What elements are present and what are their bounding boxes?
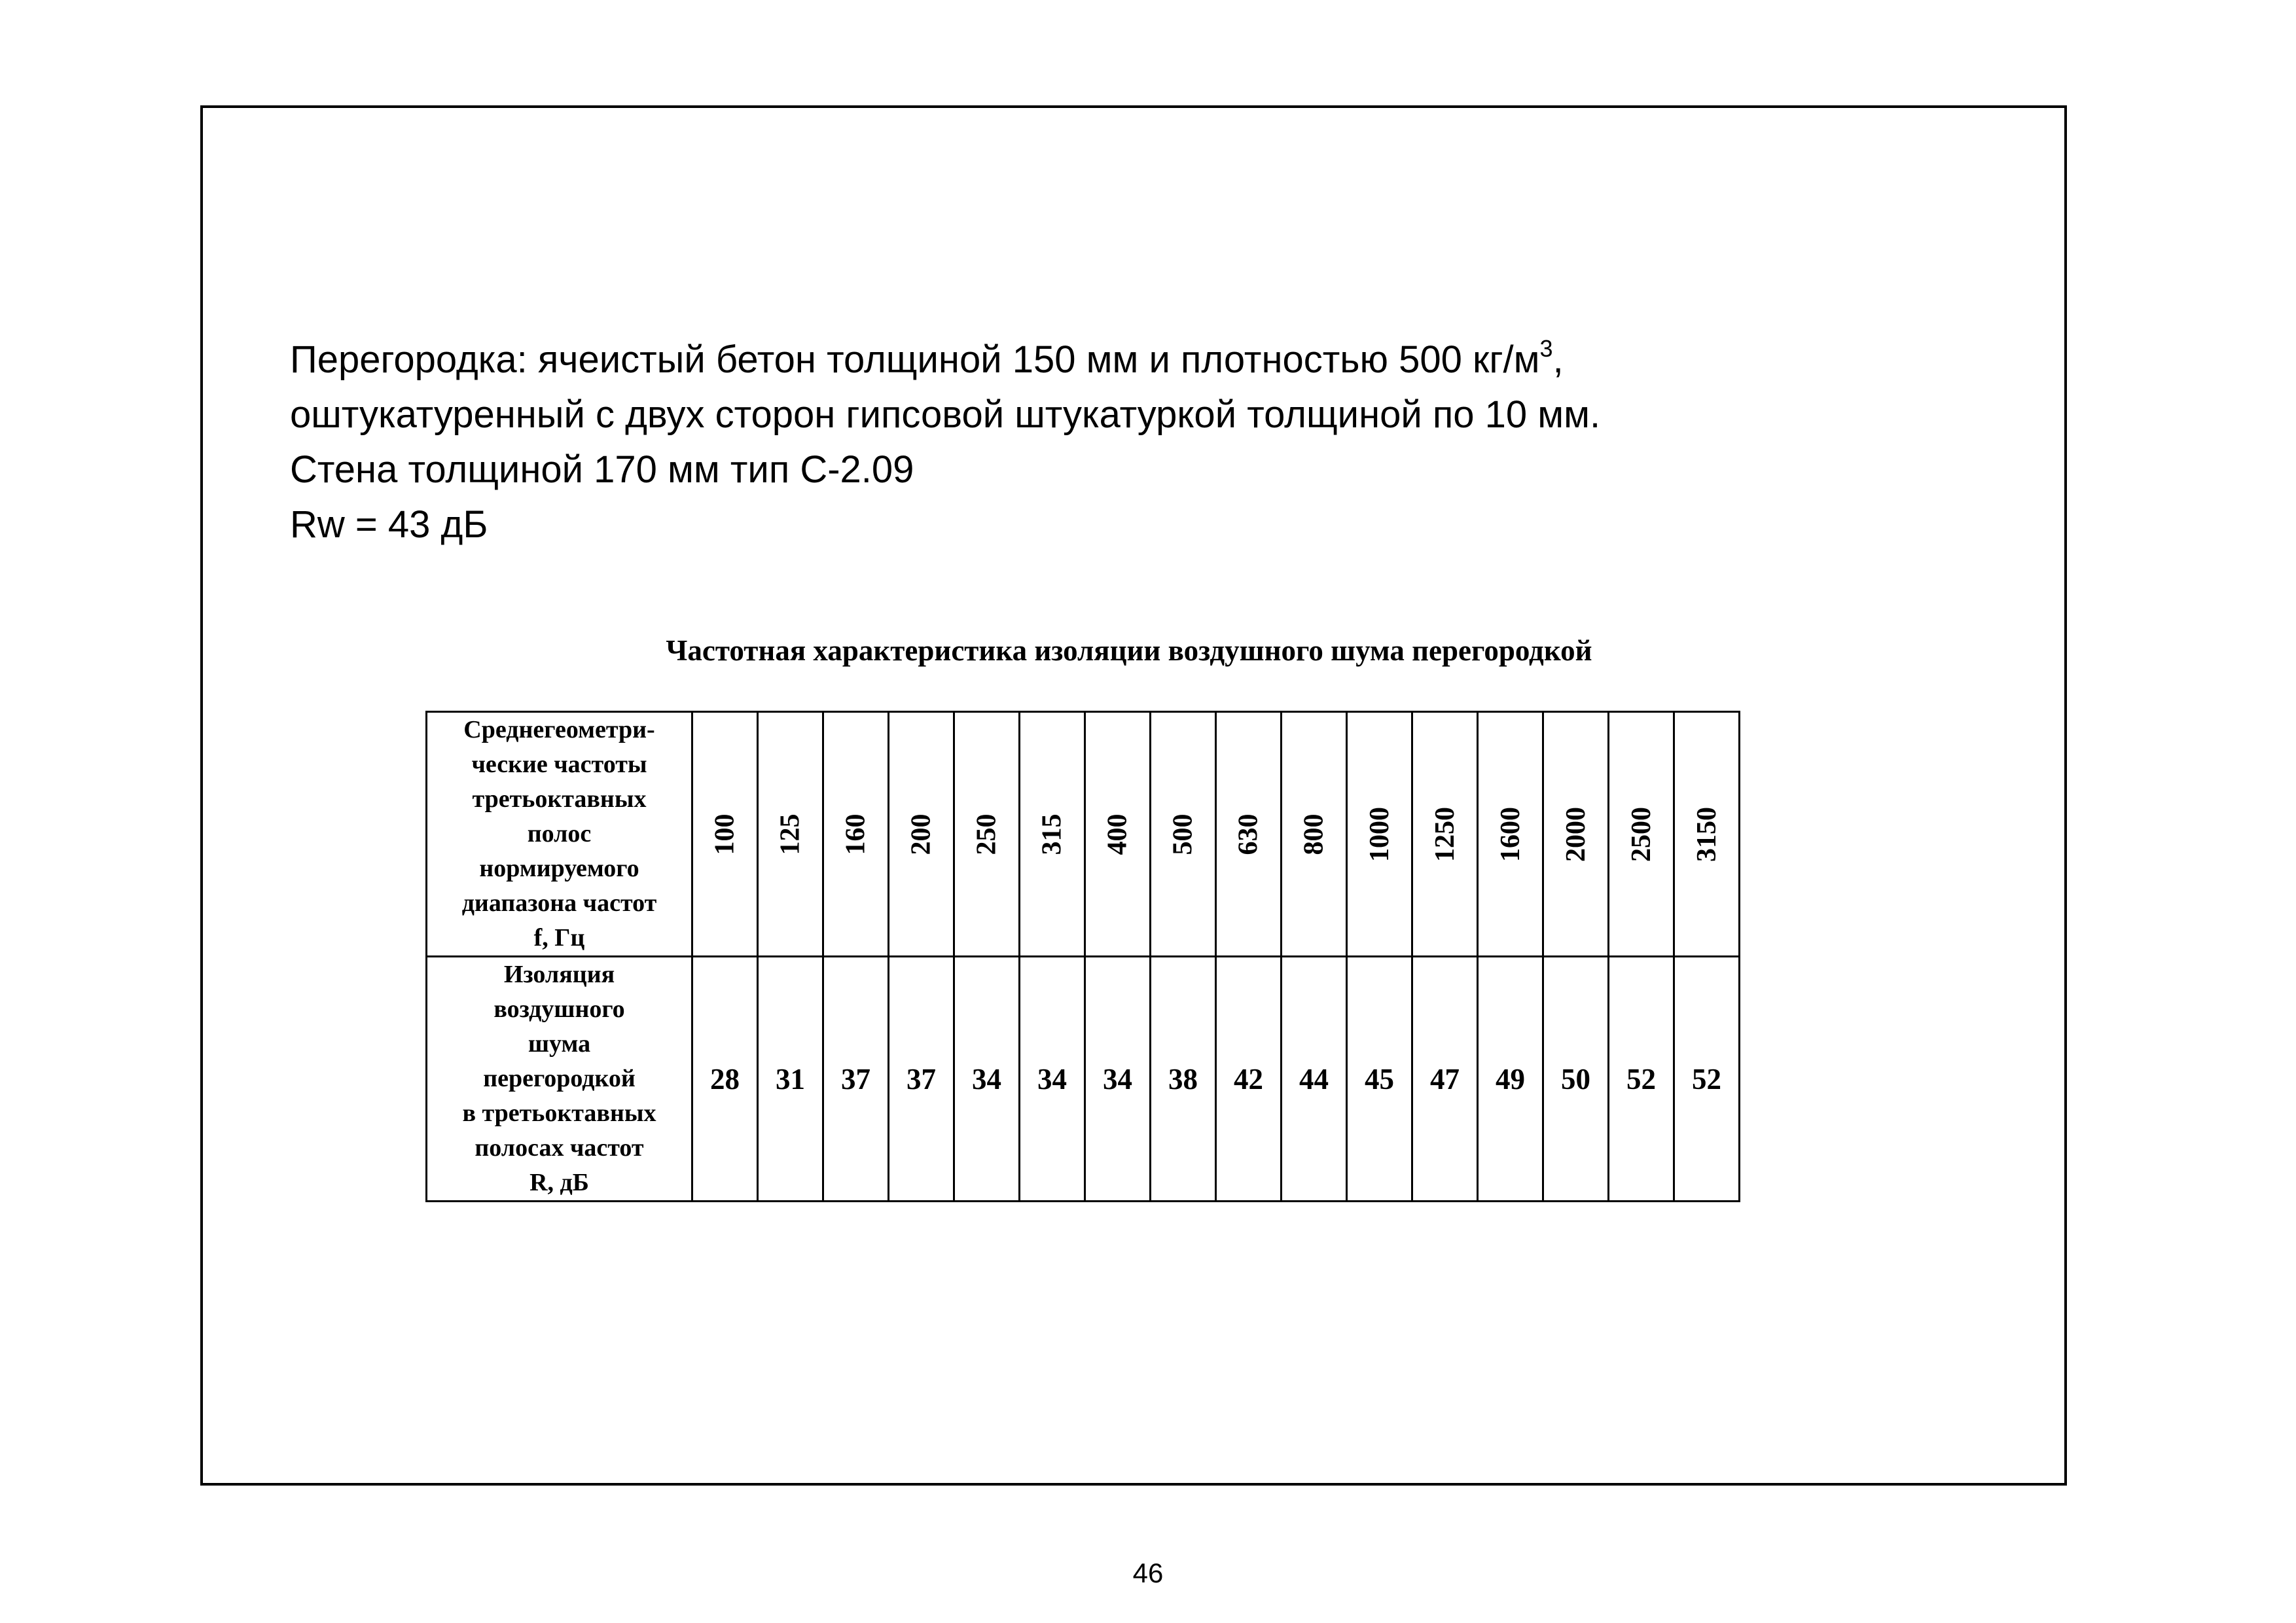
- insulation-value-cell: 28: [692, 957, 758, 1202]
- frequency-cell: 315: [1020, 712, 1085, 957]
- insulation-row-label: Изоляция воздушного шума перегородкой в третьоктавных полосах частот R, дБ: [427, 957, 692, 1202]
- frequency-row: [427, 712, 1740, 957]
- frequency-cell: 2500: [1609, 712, 1674, 957]
- frequency-cell: 125: [758, 712, 823, 957]
- insulation-value-cell: 37: [889, 957, 954, 1202]
- frequency-cell: 800: [1282, 712, 1347, 957]
- insulation-value-cell: 37: [823, 957, 889, 1202]
- frequency-cell: 1600: [1478, 712, 1543, 957]
- frequency-row-label: Среднегеометри- ческие частоты третьоктавных полос нормируемого диапазона частот f, Гц: [427, 712, 692, 957]
- insulation-value-cell: 44: [1282, 957, 1347, 1202]
- table-title: Частотная характеристика изоляции воздушного шума перегородкой: [666, 634, 1592, 667]
- frequency-cell: 200: [889, 712, 954, 957]
- insulation-value-cell: 49: [1478, 957, 1543, 1202]
- frequency-cell: 160: [823, 712, 889, 957]
- insulation-value-cell: 34: [1020, 957, 1085, 1202]
- description-line-1: Перегородка: ячеистый бетон толщиной 150 мм и плотностью 500 $кг/м^3$,: [290, 334, 1564, 381]
- insulation-value-cell: 47: [1412, 957, 1478, 1202]
- description-line-2: оштукатуренный с двух сторон гипсовой штукатуркой толщиной по 10 мм.: [290, 393, 1601, 436]
- frequency-table: [425, 711, 1740, 1202]
- frequency-cell: 630: [1216, 712, 1282, 957]
- insulation-value-cell: 42: [1216, 957, 1282, 1202]
- frequency-cell: 3150: [1674, 712, 1740, 957]
- insulation-value-cell: 52: [1609, 957, 1674, 1202]
- insulation-value-cell: 45: [1347, 957, 1412, 1202]
- rw-value: Rw = 43 дБ: [290, 503, 488, 546]
- frequency-cell: 1250: [1412, 712, 1478, 957]
- frequency-cell: 2000: [1543, 712, 1609, 957]
- description-line-3: Стена толщиной 170 мм тип С-2.09: [290, 448, 914, 491]
- insulation-row: [427, 957, 1740, 1202]
- frequency-cell: 500: [1151, 712, 1216, 957]
- insulation-value-cell: 31: [758, 957, 823, 1202]
- frequency-cell: 250: [954, 712, 1020, 957]
- frequency-cell: 100: [692, 712, 758, 957]
- frequency-cell: 400: [1085, 712, 1151, 957]
- description-block: [290, 332, 2057, 552]
- insulation-value-cell: 50: [1543, 957, 1609, 1202]
- page-number: 46: [1132, 1558, 1164, 1588]
- insulation-value-cell: 34: [954, 957, 1020, 1202]
- insulation-value-cell: 52: [1674, 957, 1740, 1202]
- insulation-value-cell: 38: [1151, 957, 1216, 1202]
- insulation-value-cell: 34: [1085, 957, 1151, 1202]
- frequency-cell: 1000: [1347, 712, 1412, 957]
